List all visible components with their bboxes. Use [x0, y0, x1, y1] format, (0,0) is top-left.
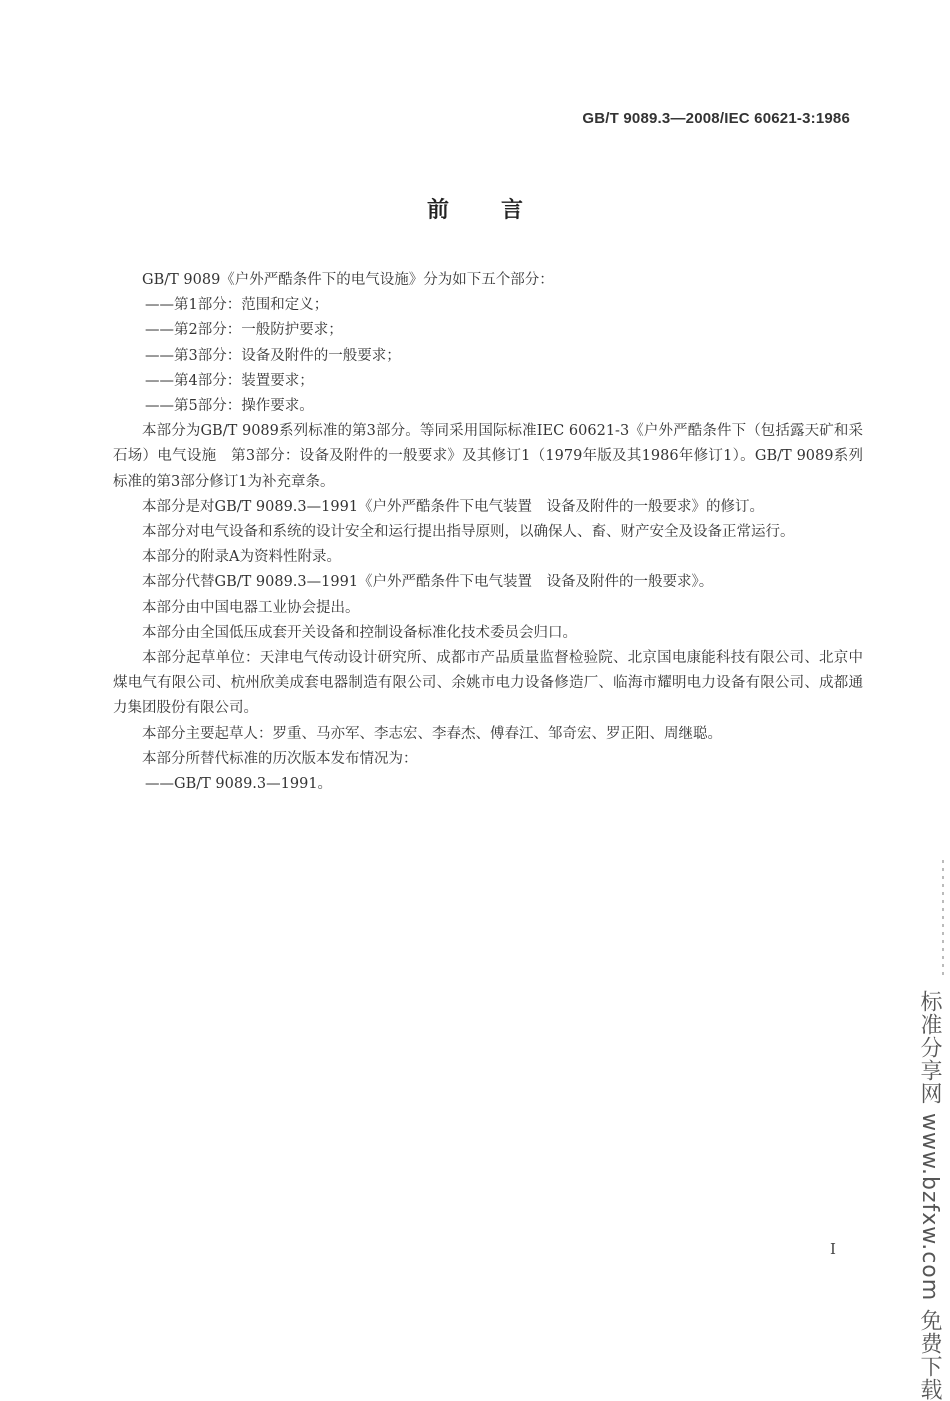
list-item: ——第5部分：操作要求。 — [145, 398, 314, 415]
paragraph: 本部分为GB/T 9089系列标准的第3部分。等同采用国际标准IEC 60621-3《户外严酷条件下（包括露天矿和采石场）电气设施 第3部分：设备及附件的一般要求》及其修订1（1979年版及其1986年修订1）。GB/T 9089系列标准的第3部分修订1为补充章条。 — [113, 423, 863, 490]
list-item: ——第3部分：设备及附件的一般要求； — [145, 347, 401, 364]
page-title — [0, 193, 950, 224]
list-item: ——GB/T 9089.3—1991。 — [145, 776, 333, 793]
paragraph: 本部分对电气设备和系统的设计安全和运行提出指导原则，以确保人、畜、财产安全及设备正常运行。 — [142, 524, 795, 541]
list-item: ——第4部分：装置要求； — [145, 372, 314, 389]
list-item: ——第2部分：一般防护要求； — [145, 322, 343, 339]
paragraph: 本部分的附录A为资料性附录。 — [142, 549, 341, 566]
paragraph: 本部分主要起草人：罗重、马亦军、李志宏、李春杰、傅春江、邹奇宏、罗正阳、周继聪。 — [142, 725, 722, 742]
paragraph: 本部分是对GB/T 9089.3—1991《户外严酷条件下电气装置 设备及附件的一般要求》的修订。 — [142, 498, 765, 515]
paragraph: 本部分所替代标准的历次版本发布情况为： — [142, 750, 418, 767]
foreword-body — [113, 268, 863, 797]
paragraph: 本部分代替GB/T 9089.3—1991《户外严酷条件下电气装置 设备及附件的一般要求》。 — [142, 574, 714, 591]
page-number: I — [830, 1240, 836, 1258]
edge-dots-decoration — [942, 860, 944, 980]
title-char-2: 言 — [501, 197, 524, 223]
paragraph: 本部分起草单位：天津电气传动设计研究所、成都市产品质量监督检验院、北京国电康能科技有限公司、北京中煤电气有限公司、杭州欣美成套电器制造有限公司、余姚市电力设备修造厂、临海市耀明电力设备有限公司、成都通力集团股份有限公司。 — [113, 650, 863, 717]
list-item: ——第1部分：范围和定义； — [145, 297, 329, 314]
paragraph: 本部分由中国电器工业协会提出。 — [142, 599, 360, 616]
watermark: 标准分享网 www.bzfxw.com 免费下载 — [917, 990, 942, 1401]
paragraph: 本部分由全国低压成套开关设备和控制设备标准化技术委员会归口。 — [142, 624, 577, 641]
paragraph-intro: GB/T 9089《户外严酷条件下的电气设施》分为如下五个部分： — [142, 272, 554, 288]
title-char-1: 前 — [426, 197, 449, 223]
standard-code: GB/T 9089.3—2008/IEC 60621-3:1986 — [582, 110, 850, 127]
